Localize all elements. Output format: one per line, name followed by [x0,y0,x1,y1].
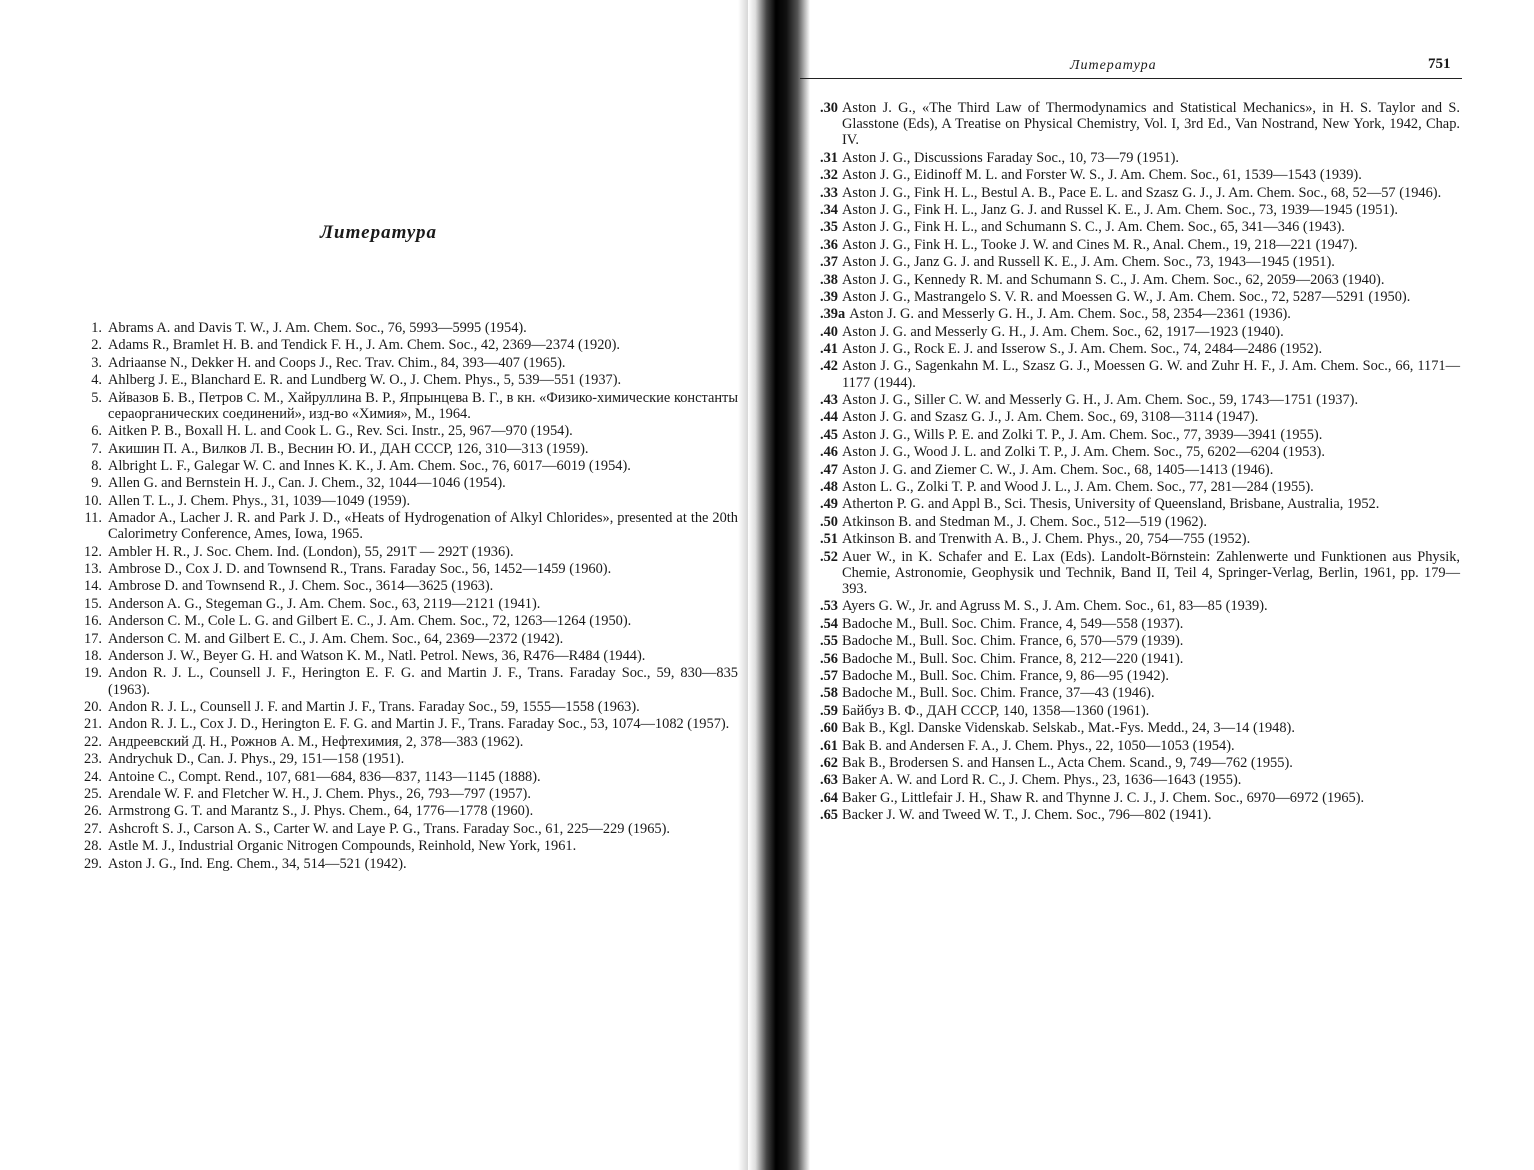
reference-item [820,185,1460,201]
reference-number: 49. [820,496,838,513]
reference-number: 23. [84,751,102,768]
reference-number: 32. [820,167,838,184]
reference-number: 8. [91,457,102,474]
reference-number: 43. [820,392,838,409]
reference-item [78,734,738,750]
reference-item [820,202,1460,218]
reference-item [820,807,1460,823]
reference-text: Aston J. G., Kennedy R. M. and Schumann S. C., J. Am. Chem. Soc., 62, 2059—2063 (1940). [842,271,1385,288]
reference-text: Ayers G. W., Jr. and Agruss M. S., J. Am. Chem. Soc., 61, 83—85 (1939). [842,598,1268,615]
reference-item [78,493,738,509]
reference-number: 2. [91,337,102,354]
reference-number: 29. [84,855,102,872]
reference-item [78,423,738,439]
reference-text: Aston J. G., Eidinoff M. L. and Forster W. S., J. Am. Chem. Soc., 61, 1539—1543 (1939). [842,167,1362,184]
reference-number: 9. [91,475,102,492]
reference-item [820,462,1460,478]
reference-item [78,578,738,594]
reference-number: 15. [84,595,102,612]
reference-item [78,475,738,491]
reference-number: 37. [820,254,838,271]
reference-number: 52. [820,548,838,565]
reference-text: Bak B., Kgl. Danske Videnskab. Selskab., Mat.-Fys. Medd., 24, 3—14 (1948). [842,720,1295,737]
reference-text: Andon R. J. L., Counsell J. F. and Martin J. F., Trans. Faraday Soc., 59, 1555—1558 (1963). [108,699,640,716]
reference-number: 1. [91,320,102,336]
reference-number: 48. [820,479,838,496]
reference-number: 47. [820,461,838,478]
reference-number: 35. [820,219,838,236]
reference-item [820,598,1460,614]
reference-text: Айвазов Б. В., Петров С. М., Хайруллина В. Р., Япрынцева В. Г., в кн. «Физико-химические константы сераорганических соединений», изд-во «Химия», М., 1964. [108,389,738,422]
reference-text: Aston J. G., Fink H. L., Bestul A. B., Pace E. L. and Szasz G. J., J. Am. Chem. Soc., 68, 52—57 (1946). [842,184,1442,201]
reference-number: 38. [820,271,838,288]
reference-item [78,561,738,577]
reference-text: Aston J. G. and Ziemer C. W., J. Am. Chem. Soc., 68, 1405—1413 (1946). [842,461,1274,478]
reference-item [820,703,1460,719]
reference-number: 41. [820,341,838,358]
reference-text: Amador A., Lacher J. R. and Park J. D., «Heats of Hydrogenation of Alkyl Chlorides», presented at the 20th Calorimetry Conference, Ames, Iowa, 1965. [108,510,738,543]
reference-number: 28. [84,838,102,855]
reference-item [78,856,738,872]
reference-number: 30. [820,100,838,116]
reference-item [78,613,738,629]
reference-text: Акишин П. А., Вилков Л. В., Веснин Ю. И., ДАН СССР, 126, 310—313 (1959). [108,440,589,457]
reference-text: Байбуз В. Ф., ДАН СССР, 140, 1358—1360 (1961). [842,702,1150,719]
reference-item [78,786,738,802]
reference-text: Aston J. G., Siller C. W. and Messerly G. H., J. Am. Chem. Soc., 59, 1743—1751 (1937). [842,392,1359,409]
reference-item [78,751,738,767]
reference-number: 31. [820,149,838,166]
reference-number: 34. [820,201,838,218]
reference-text: Abrams A. and Davis T. W., J. Am. Chem. Soc., 76, 5993—5995 (1954). [108,320,527,336]
reference-text: Aston J. G., Fink H. L., Janz G. J. and Russel K. E., J. Am. Chem. Soc., 73, 1939—1945 (1951). [842,201,1399,218]
reference-text: Aston L. G., Zolki T. P. and Wood J. L., J. Am. Chem. Soc., 77, 281—284 (1955). [842,479,1314,496]
reference-item [820,668,1460,684]
reference-text: Aston J. G., Fink H. L., and Schumann S. C., J. Am. Chem. Soc., 65, 341—346 (1943). [842,219,1345,236]
reference-item [78,372,738,388]
reference-number: 60. [820,720,838,737]
reference-item [820,392,1460,408]
reference-text: Андреевский Д. Н., Рожнов А. М., Нефтехимия, 2, 378—383 (1962). [108,733,524,750]
reference-number: 58. [820,685,838,702]
reference-text: Ambler H. R., J. Soc. Chem. Ind. (London), 55, 291T — 292T (1936). [108,543,514,560]
reference-text: Aston J. G., Wills P. E. and Zolki T. P., J. Am. Chem. Soc., 77, 3939—3941 (1955). [842,426,1323,443]
reference-text: Ambrose D. and Townsend R., J. Chem. Soc., 3614—3625 (1963). [108,578,494,595]
reference-item [820,427,1460,443]
reference-number: 50. [820,513,838,530]
right-page [780,0,1534,1170]
reference-text: Baker G., Littlefair J. H., Shaw R. and Thynne J. C. J., J. Chem. Soc., 6970—6972 (1965). [842,789,1365,806]
reference-item [820,254,1460,270]
reference-number: 5. [91,389,102,406]
reference-number: 4. [91,372,102,389]
reference-item [78,716,738,732]
reference-item [820,150,1460,166]
reference-text: Andrychuk D., Can. J. Phys., 29, 151—158 (1951). [108,751,405,768]
reference-number: 18. [84,648,102,665]
reference-number: 7. [91,440,102,457]
reference-number: 64. [820,789,838,806]
reference-number: 63. [820,772,838,789]
reference-item [820,738,1460,754]
running-head: Литература [1070,58,1157,73]
reference-text: Aston J. G., Janz G. J. and Russell K. E., J. Am. Chem. Soc., 73, 1943—1945 (1951). [842,254,1335,271]
reference-item [78,355,738,371]
reference-item [78,769,738,785]
reference-text: Allen G. and Bernstein H. J., Can. J. Chem., 32, 1044—1046 (1954). [108,475,506,492]
reference-text: Aston J. G. and Messerly G. H., J. Am. Chem. Soc., 58, 2354—2361 (1936). [849,306,1291,323]
reference-text: Anderson A. G., Stegeman G., J. Am. Chem. Soc., 63, 2119—2121 (1941). [108,595,541,612]
reference-item [820,341,1460,357]
reference-text: Atherton P. G. and Appl B., Sci. Thesis, University of Queensland, Brisbane, Australia, 1952. [842,496,1380,513]
reference-item [820,790,1460,806]
reference-text: Badoche M., Bull. Soc. Chim. France, 6, 570—579 (1939). [842,633,1184,650]
reference-number: 20. [84,699,102,716]
reference-number: 42. [820,358,838,375]
reference-text: Badoche M., Bull. Soc. Chim. France, 9, 86—95 (1942). [842,667,1169,684]
reference-text: Aston J. G., Fink H. L., Tooke J. W. and Cines M. R., Anal. Chem., 19, 218—221 (1947). [842,236,1358,253]
reference-list-right [820,100,1460,824]
reference-text: Anderson C. M. and Gilbert E. C., J. Am. Chem. Soc., 64, 2369—2372 (1942). [108,630,564,647]
reference-text: Adams R., Bramlet H. B. and Tendick F. H., J. Am. Chem. Soc., 42, 2369—2374 (1920). [108,337,621,354]
reference-item [78,510,738,542]
reference-text: Backer J. W. and Tweed W. T., J. Chem. Soc., 796—802 (1941). [842,807,1212,824]
reference-item [78,544,738,560]
reference-number: 51. [820,531,838,548]
reference-item [820,496,1460,512]
reference-item [78,596,738,612]
reference-item [820,755,1460,771]
reference-number: 25. [84,785,102,802]
reference-text: Allen T. L., J. Chem. Phys., 31, 1039—1049 (1959). [108,492,411,509]
reference-number: 62. [820,754,838,771]
reference-number: 16. [84,613,102,630]
reference-text: Astle M. J., Industrial Organic Nitrogen Compounds, Reinhold, New York, 1961. [108,838,577,855]
header-rule [800,78,1462,79]
reference-item [820,272,1460,288]
reference-text: Aston J. G., «The Third Law of Thermodynamics and Statistical Mechanics», in H. S. Taylor and S. Glasstone (Eds), A Treatise on Physical Chemistry, Vol. I, 3rd Ed., Van Nostrand, New York, 1942, Chap. IV. [842,100,1460,149]
reference-number: 14. [84,578,102,595]
reference-number: 10. [84,492,102,509]
reference-item [820,358,1460,390]
reference-item [820,167,1460,183]
reference-text: Auer W., in K. Schafer and E. Lax (Eds). Landolt-Börnstein: Zahlenwerte und Funktionen aus Physik, Chemie, Astronomie, Geophysik und Technik, Band II, Teil 4, Springer-Verlag, Berlin, 1961, pp. 179—393. [842,548,1460,597]
reference-item [820,237,1460,253]
reference-number: 27. [84,820,102,837]
reference-item [820,549,1460,598]
reference-item [820,444,1460,460]
reference-number: 56. [820,650,838,667]
reference-number: 6. [91,423,102,440]
reference-item [820,720,1460,736]
reference-text: Aston J. G. and Szasz G. J., J. Am. Chem. Soc., 69, 3108—3114 (1947). [842,409,1259,426]
reference-text: Adriaanse N., Dekker H. and Coops J., Rec. Trav. Chim., 84, 393—407 (1965). [108,354,566,371]
reference-text: Badoche M., Bull. Soc. Chim. France, 4, 549—558 (1937). [842,615,1184,632]
reference-text: Atkinson B. and Stedman M., J. Chem. Soc., 512—519 (1962). [842,513,1207,530]
reference-item [78,648,738,664]
reference-number: 65. [820,807,838,824]
reference-text: Anderson C. M., Cole L. G. and Gilbert E. C., J. Am. Chem. Soc., 72, 1263—1264 (1950). [108,613,632,630]
reference-number: 54. [820,615,838,632]
reference-number: 57. [820,667,838,684]
reference-text: Antoine C., Compt. Rend., 107, 681—684, 836—837, 1143—1145 (1888). [108,768,541,785]
reference-number: 36. [820,236,838,253]
reference-text: Arendale W. F. and Fletcher W. H., J. Chem. Phys., 26, 793—797 (1957). [108,785,531,802]
reference-number: 11. [84,510,102,527]
reference-number: 45. [820,426,838,443]
reference-item [820,514,1460,530]
reference-text: Aston J. G., Mastrangelo S. V. R. and Moessen G. W., J. Am. Chem. Soc., 72, 5287—5291 (1950). [842,288,1411,305]
reference-item [78,631,738,647]
section-title: Литература [320,222,438,243]
reference-number: 24. [84,768,102,785]
reference-text: Aston J. G., Discussions Faraday Soc., 10, 73—79 (1951). [842,149,1179,166]
reference-number: 39. [820,288,838,305]
reference-item [820,409,1460,425]
reference-item [820,616,1460,632]
reference-number: 26. [84,803,102,820]
reference-text: Badoche M., Bull. Soc. Chim. France, 8, 212—220 (1941). [842,650,1184,667]
reference-number: 33. [820,184,838,201]
reference-item [820,772,1460,788]
reference-number: 39a. [820,306,846,323]
reference-number: 44. [820,409,838,426]
reference-text: Andon R. J. L., Cox J. D., Herington E. F. G. and Martin J. F., Trans. Faraday Soc., 53, 1074—1082 (1957). [108,716,730,733]
reference-text: Aitken P. B., Boxall H. L. and Cook L. G., Rev. Sci. Instr., 25, 967—970 (1954). [108,423,573,440]
reference-item [78,458,738,474]
reference-number: 40. [820,323,838,340]
reference-number: 46. [820,444,838,461]
reference-text: Aston J. G., Ind. Eng. Chem., 34, 514—521 (1942). [108,855,407,872]
reference-item [820,479,1460,495]
reference-text: Bak B. and Andersen F. A., J. Chem. Phys., 22, 1050—1053 (1954). [842,737,1235,754]
reference-number: 61. [820,737,838,754]
left-page [0,0,760,1170]
reference-item [820,633,1460,649]
reference-number: 59. [820,702,838,719]
reference-item [820,219,1460,235]
reference-item [78,838,738,854]
reference-text: Aston J. G., Wood J. L. and Zolki T. P., J. Am. Chem. Soc., 75, 6202—6204 (1953). [842,444,1325,461]
reference-text: Ahlberg J. E., Blanchard E. R. and Lundberg W. O., J. Chem. Phys., 5, 539—551 (1937). [108,372,622,389]
page-number: 751 [1428,56,1451,72]
reference-number: 13. [84,561,102,578]
reference-item [78,320,738,336]
reference-item [820,100,1460,149]
reference-item [820,531,1460,547]
reference-text: Aston J. G. and Messerly G. H., J. Am. Chem. Soc., 62, 1917—1923 (1940). [842,323,1284,340]
reference-item [820,651,1460,667]
reference-number: 19. [84,665,102,682]
reference-text: Armstrong G. T. and Marantz S., J. Phys. Chem., 64, 1776—1778 (1960). [108,803,534,820]
reference-number: 3. [91,354,102,371]
reference-text: Ambrose D., Cox J. D. and Townsend R., Trans. Faraday Soc., 56, 1452—1459 (1960). [108,561,612,578]
reference-number: 21. [84,716,102,733]
reference-item [820,324,1460,340]
reference-text: Anderson J. W., Beyer G. H. and Watson K. M., Natl. Petrol. News, 36, R476—R484 (1944). [108,648,646,665]
reference-text: Aston J. G., Rock E. J. and Isserow S., J. Am. Chem. Soc., 74, 2484—2486 (1952). [842,341,1323,358]
reference-text: Albright L. F., Galegar W. C. and Innes K. K., J. Am. Chem. Soc., 76, 6017—6019 (1954). [108,457,631,474]
reference-item [820,685,1460,701]
reference-text: Baker A. W. and Lord R. C., J. Chem. Phys., 23, 1636—1643 (1955). [842,772,1242,789]
reference-text: Atkinson B. and Trenwith A. B., J. Chem. Phys., 20, 754—755 (1952). [842,531,1251,548]
reference-item [78,665,738,697]
reference-item [820,306,1460,322]
reference-item [78,390,738,422]
reference-number: 55. [820,633,838,650]
reference-item [78,441,738,457]
reference-text: Bak B., Brodersen S. and Hansen L., Acta Chem. Scand., 9, 749—762 (1955). [842,754,1293,771]
reference-item [78,337,738,353]
reference-text: Ashcroft S. J., Carson A. S., Carter W. and Laye P. G., Trans. Faraday Soc., 61, 225—229 (1965). [108,820,670,837]
reference-text: Andon R. J. L., Counsell J. F., Herington E. F. G. and Martin J. F., Trans. Faraday Soc., 59, 830—835 (1963). [108,665,738,698]
reference-item [820,289,1460,305]
reference-number: 17. [84,630,102,647]
reference-text: Aston J. G., Sagenkahn M. L., Szasz G. J., Moessen G. W. and Zuhr H. F., J. Am. Chem. Soc., 66, 1171—1177 (1944). [842,358,1460,391]
reference-item [78,821,738,837]
reference-list-left [78,320,738,873]
reference-number: 53. [820,598,838,615]
reference-item [78,803,738,819]
reference-item [78,699,738,715]
reference-number: 22. [84,733,102,750]
reference-number: 12. [84,543,102,560]
reference-text: Badoche M., Bull. Soc. Chim. France, 37—43 (1946). [842,685,1155,702]
